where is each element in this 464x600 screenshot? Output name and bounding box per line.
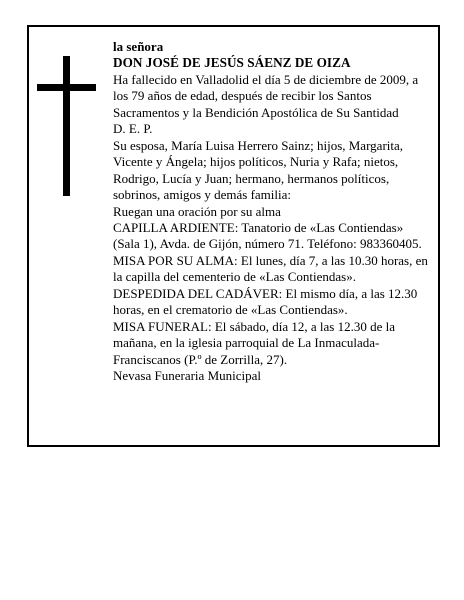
capilla-label: CAPILLA ARDIENTE: xyxy=(113,219,239,235)
rip-text: D. E. P. xyxy=(113,121,153,137)
notice-body xyxy=(113,39,428,385)
misa-por-su-alma xyxy=(113,253,428,286)
misa-text: El lunes, día 7, a las 10.30 horas, en la capilla del cementerio de «Las Contiendas». xyxy=(113,252,428,285)
deceased-name: DON JOSÉ DE JESÚS SÁENZ DE OIZA xyxy=(113,55,351,71)
cross-horizontal-bar xyxy=(37,84,96,91)
funeral-label: MISA FUNERAL: xyxy=(113,318,212,334)
prayer-request: Ruegan una oración por su alma xyxy=(113,203,281,219)
cross-vertical-bar xyxy=(63,56,70,196)
despedida-text: El mismo día, a las 12.30 horas, en el crematorio de «Las Contiendas». xyxy=(113,285,418,318)
misa-label: MISA POR SU ALMA: xyxy=(113,252,238,268)
salutation: la señora xyxy=(113,39,164,54)
funeral-home: Nevasa Funeraria Municipal xyxy=(113,368,262,384)
family-list: Su esposa, María Luisa Herrero Sainz; hijos, Margarita, Vicente y Ángela; hijos políticos, Nuria y Rafa; nietos, Rodrigo, Lucía y Juan; hermano, hermanos políticos, sobrinos, amigos y demás familia: xyxy=(113,137,404,203)
despedida-del-cadaver xyxy=(113,286,428,319)
capilla-ardiente xyxy=(113,220,428,253)
despedida-label: DESPEDIDA DEL CADÁVER: xyxy=(113,285,283,301)
misa-funeral xyxy=(113,319,428,368)
death-announcement: Ha fallecido en Valladolid el día 5 de diciembre de 2009, a los 79 años de edad, después de recibir los Santos Sacramentos y la Bendición Apostólica de Su Santidad xyxy=(113,71,419,120)
capilla-text: Tanatorio de «Las Contiendas» (Sala 1), Avda. de Gijón, número 71. Teléfono: 983360405. xyxy=(113,219,422,252)
funeral-text: El sábado, día 12, a las 12.30 de la mañana, en la iglesia parroquial de La Inmaculada-Franciscanos (P.º de Zorrilla, 27). xyxy=(113,318,396,367)
